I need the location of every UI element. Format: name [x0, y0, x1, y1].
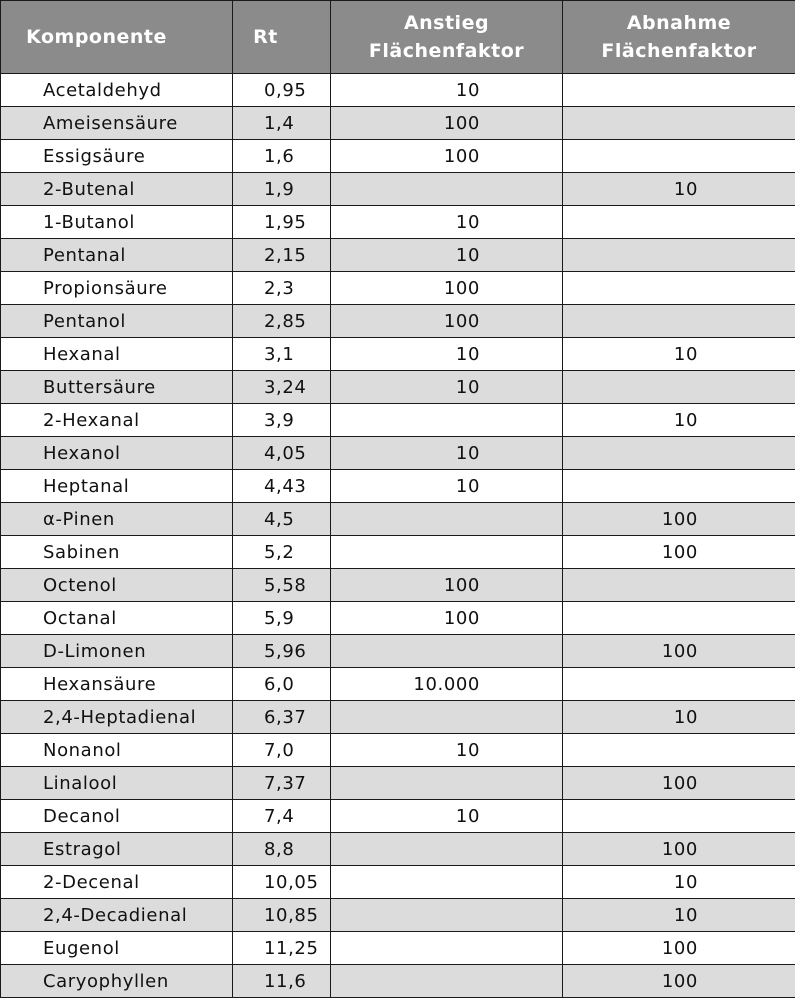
cell-rt: 2,85 [233, 305, 331, 338]
cell-decrease: 100 [563, 932, 795, 965]
cell-increase: 10 [331, 437, 563, 470]
cell-decrease [563, 74, 795, 107]
header-row [1, 1, 795, 74]
cell-component: 2,4-Heptadienal [1, 701, 233, 734]
table-row [1, 437, 795, 470]
table-row [1, 833, 795, 866]
cell-rt: 0,95 [233, 74, 331, 107]
cell-decrease: 10 [563, 899, 795, 932]
cell-rt: 2,15 [233, 239, 331, 272]
cell-rt: 6,0 [233, 668, 331, 701]
cell-increase [331, 965, 563, 998]
cell-rt: 4,05 [233, 437, 331, 470]
table-row [1, 767, 795, 800]
cell-component: Sabinen [1, 536, 233, 569]
table-row [1, 503, 795, 536]
cell-rt: 7,4 [233, 800, 331, 833]
cell-increase [331, 767, 563, 800]
cell-decrease: 100 [563, 767, 795, 800]
cell-component: 1-Butanol [1, 206, 233, 239]
cell-rt: 1,6 [233, 140, 331, 173]
table-row [1, 734, 795, 767]
cell-decrease [563, 602, 795, 635]
header-decrease-line1: Abnahme [626, 12, 732, 34]
cell-decrease [563, 470, 795, 503]
cell-component: Hexanol [1, 437, 233, 470]
header-increase [331, 1, 563, 74]
cell-decrease: 10 [563, 701, 795, 734]
table-header [1, 1, 795, 74]
table-row [1, 404, 795, 437]
table-row [1, 932, 795, 965]
cell-decrease: 10 [563, 404, 795, 437]
cell-increase: 10 [331, 206, 563, 239]
table-row [1, 272, 795, 305]
cell-rt: 1,95 [233, 206, 331, 239]
table-row [1, 173, 795, 206]
cell-decrease [563, 305, 795, 338]
cell-rt: 1,9 [233, 173, 331, 206]
cell-increase [331, 404, 563, 437]
cell-increase: 10 [331, 74, 563, 107]
cell-increase: 10 [331, 800, 563, 833]
cell-decrease [563, 371, 795, 404]
cell-rt: 5,58 [233, 569, 331, 602]
cell-increase [331, 701, 563, 734]
cell-increase [331, 866, 563, 899]
cell-rt: 4,5 [233, 503, 331, 536]
cell-component: Octanal [1, 602, 233, 635]
cell-increase: 10 [331, 239, 563, 272]
cell-component: Linalool [1, 767, 233, 800]
cell-rt: 7,0 [233, 734, 331, 767]
cell-decrease [563, 734, 795, 767]
table-row [1, 470, 795, 503]
table-row [1, 800, 795, 833]
cell-rt: 2,3 [233, 272, 331, 305]
table-row [1, 107, 795, 140]
cell-decrease [563, 437, 795, 470]
table-row [1, 536, 795, 569]
cell-rt: 10,85 [233, 899, 331, 932]
cell-decrease: 10 [563, 173, 795, 206]
cell-component: D-Limonen [1, 635, 233, 668]
cell-increase: 100 [331, 569, 563, 602]
cell-decrease: 100 [563, 833, 795, 866]
cell-component: Acetaldehyd [1, 74, 233, 107]
table-row [1, 569, 795, 602]
table-row [1, 206, 795, 239]
cell-increase: 10 [331, 338, 563, 371]
cell-rt: 3,1 [233, 338, 331, 371]
cell-decrease [563, 107, 795, 140]
cell-increase: 100 [331, 107, 563, 140]
cell-decrease [563, 272, 795, 305]
cell-rt: 7,37 [233, 767, 331, 800]
header-decrease [563, 1, 795, 74]
table-body [1, 74, 795, 998]
table-row [1, 899, 795, 932]
cell-increase [331, 173, 563, 206]
cell-rt: 8,8 [233, 833, 331, 866]
cell-component: Estragol [1, 833, 233, 866]
cell-increase [331, 503, 563, 536]
cell-decrease [563, 239, 795, 272]
cell-increase [331, 899, 563, 932]
cell-component: α-Pinen [1, 503, 233, 536]
header-increase-line2: Flächenfaktor [368, 40, 525, 62]
cell-component: Octenol [1, 569, 233, 602]
cell-rt: 5,9 [233, 602, 331, 635]
cell-rt: 5,2 [233, 536, 331, 569]
cell-increase: 10.000 [331, 668, 563, 701]
cell-increase: 100 [331, 140, 563, 173]
cell-increase: 10 [331, 371, 563, 404]
cell-rt: 11,25 [233, 932, 331, 965]
cell-rt: 1,4 [233, 107, 331, 140]
table-row [1, 866, 795, 899]
cell-rt: 11,6 [233, 965, 331, 998]
table-row [1, 239, 795, 272]
header-component: Komponente [1, 1, 233, 74]
cell-decrease: 100 [563, 503, 795, 536]
table-row [1, 965, 795, 998]
cell-component: Caryophyllen [1, 965, 233, 998]
cell-component: Ameisensäure [1, 107, 233, 140]
cell-decrease [563, 668, 795, 701]
cell-rt: 6,37 [233, 701, 331, 734]
cell-component: Hexansäure [1, 668, 233, 701]
table-row [1, 74, 795, 107]
table-row [1, 701, 795, 734]
cell-increase: 10 [331, 470, 563, 503]
table-row [1, 305, 795, 338]
cell-component: Pentanol [1, 305, 233, 338]
cell-rt: 10,05 [233, 866, 331, 899]
cell-increase [331, 833, 563, 866]
cell-increase: 100 [331, 602, 563, 635]
cell-decrease: 100 [563, 965, 795, 998]
table-row [1, 140, 795, 173]
table-row [1, 338, 795, 371]
cell-decrease: 100 [563, 536, 795, 569]
cell-decrease [563, 569, 795, 602]
cell-decrease: 100 [563, 635, 795, 668]
table-row [1, 635, 795, 668]
header-increase-line1: Anstieg [403, 12, 490, 34]
cell-increase [331, 635, 563, 668]
cell-increase [331, 536, 563, 569]
cell-component: Buttersäure [1, 371, 233, 404]
cell-component: Essigsäure [1, 140, 233, 173]
cell-component: Pentanal [1, 239, 233, 272]
cell-component: Hexanal [1, 338, 233, 371]
table-row [1, 668, 795, 701]
cell-component: 2,4-Decadienal [1, 899, 233, 932]
table-row [1, 371, 795, 404]
cell-decrease [563, 140, 795, 173]
cell-component: Propionsäure [1, 272, 233, 305]
cell-increase [331, 932, 563, 965]
cell-decrease [563, 800, 795, 833]
cell-decrease: 10 [563, 866, 795, 899]
cell-component: Nonanol [1, 734, 233, 767]
cell-component: 2-Hexanal [1, 404, 233, 437]
cell-decrease: 10 [563, 338, 795, 371]
cell-component: Heptanal [1, 470, 233, 503]
cell-decrease [563, 206, 795, 239]
cell-rt: 4,43 [233, 470, 331, 503]
header-rt: Rt [233, 1, 331, 74]
cell-component: Decanol [1, 800, 233, 833]
cell-increase: 100 [331, 272, 563, 305]
cell-rt: 3,9 [233, 404, 331, 437]
cell-increase: 10 [331, 734, 563, 767]
table-row [1, 602, 795, 635]
cell-component: 2-Decenal [1, 866, 233, 899]
cell-rt: 5,96 [233, 635, 331, 668]
cell-increase: 100 [331, 305, 563, 338]
cell-component: 2-Butenal [1, 173, 233, 206]
cell-component: Eugenol [1, 932, 233, 965]
cell-rt: 3,24 [233, 371, 331, 404]
header-decrease-line2: Flächenfaktor [601, 40, 757, 62]
